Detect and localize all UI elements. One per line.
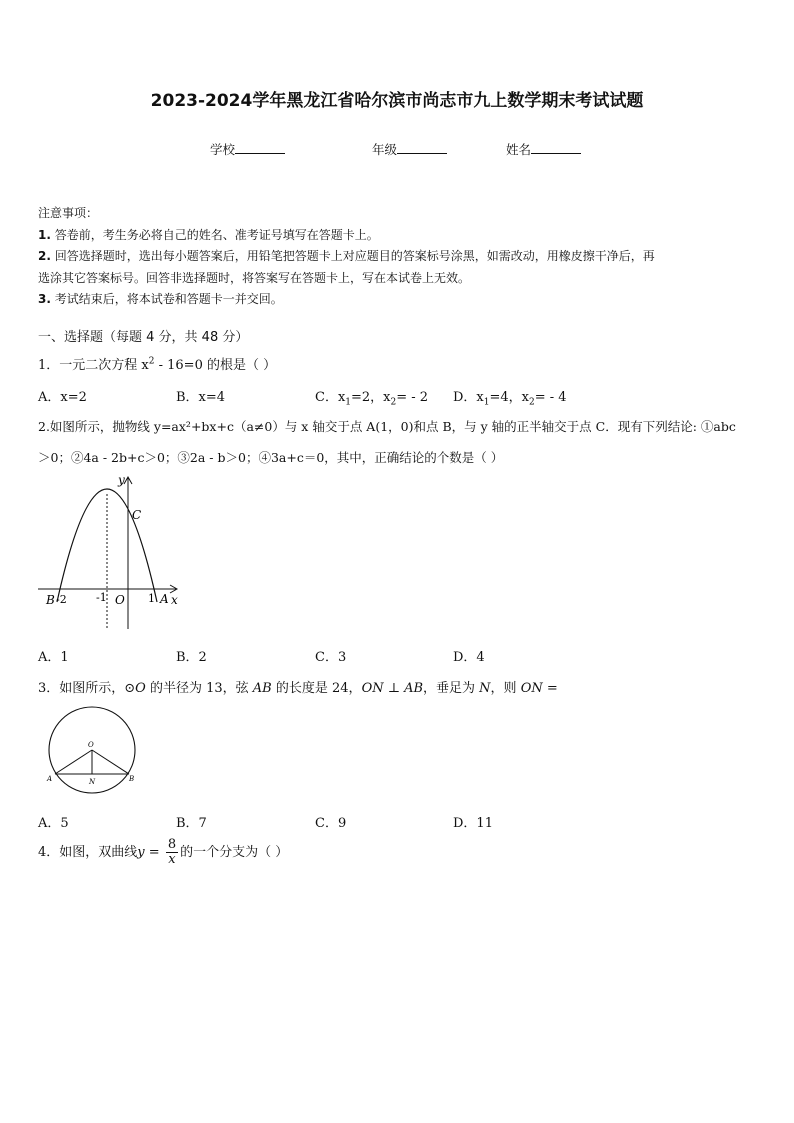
label-n: N (89, 778, 96, 786)
name-blank (531, 141, 581, 154)
exam-title: 2023-2024学年黑龙江省哈尔滨市尚志市九上数学期末考试试题 (150, 91, 644, 111)
q1-option-c[interactable]: C．$x_1=2$，$x_2= - 2$ (315, 390, 429, 408)
label-y: y (118, 473, 125, 487)
circle-figure (40, 704, 150, 800)
label-1: 1 (148, 592, 155, 605)
label-o: O (88, 741, 94, 749)
q2-option-a[interactable]: A．1 (38, 650, 69, 665)
student-info-row (0, 140, 794, 160)
question-4: 4．如图，双曲线y = $\frac{8}{x}$ 的一个分支为（ ） (38, 837, 289, 867)
notes-block (38, 203, 758, 311)
notes-heading: 注意事项： (38, 206, 99, 220)
grade-field: 年级 (372, 140, 447, 158)
section-heading: 一、选择题（每题 4 分，共 48 分） (38, 330, 249, 345)
note-item: 2. 回答选择题时，选出每小题答案后，用铅笔把答题卡上对应题目的答案标号涂黑，如需改动，用橡皮擦干净后，再 (38, 249, 655, 263)
note-item: 3. 考试结束后，将本试卷和答题卡一并交回。 (38, 292, 283, 306)
q2-option-c[interactable]: C．3 (315, 650, 347, 665)
question-2-line-1: 2.如图所示，抛物线 y=ax²+bx+c（a≠0）与 x 轴交于点 A(1，0)和点 B，与 y 轴的正半轴交于点 C．现有下列结论: ①abc (38, 419, 736, 434)
note-item: 1. 答卷前，考生务必将自己的姓名、准考证号填写在答题卡上。 (38, 227, 379, 242)
label-x: x (171, 593, 178, 607)
label-b: B (46, 593, 55, 607)
parabola-curve (57, 489, 157, 602)
q1-option-d[interactable]: D．$x_1=4$，$x_2= - 4$ (453, 390, 567, 408)
label-a: A (47, 775, 53, 783)
grade-blank (397, 141, 447, 154)
question-1: 1．一元二次方程 $x^2 - 16=0$ 的根是（ ） (38, 356, 277, 373)
name-field: 姓名 (506, 140, 581, 158)
q3-option-b[interactable]: B．7 (176, 816, 207, 831)
q1-option-a[interactable]: A．x=2 (38, 390, 87, 405)
q3-option-d[interactable]: D．11 (453, 816, 493, 831)
question-2-line-2: ＞0；②4a - 2b+c＞0；③2a - b＞0；④3a+c＝0，其中，正确结论的个数是（ ） (38, 450, 504, 465)
segment-ob (92, 750, 129, 774)
q1-option-b[interactable]: B．x=4 (176, 390, 226, 405)
fraction-8-over-x: $\frac{8}{x}$ (167, 837, 177, 867)
q3-option-a[interactable]: A．5 (38, 816, 69, 831)
label-a: A (160, 592, 169, 606)
label-b: B (129, 775, 135, 783)
note-item: 选涂其它答案标号。回答非选择题时，将答案写在答题卡上，写在本试卷上无效。 (38, 270, 471, 285)
label-minus-2: -2 (56, 593, 67, 606)
segment-oa (55, 750, 92, 774)
q3-option-c[interactable]: C．9 (315, 816, 347, 831)
school-field: 学校 (210, 140, 285, 158)
question-3: 3．如图所示，⊙O 的半径为 13，弦 AB 的长度是 24，ON ⊥ AB，垂足为 N，则 ON = (38, 681, 558, 696)
label-origin: O (115, 593, 125, 607)
parabola-figure (36, 472, 186, 632)
label-c: C (132, 508, 142, 522)
label-minus-1: -1 (96, 591, 107, 604)
q2-option-b[interactable]: B．2 (176, 650, 207, 665)
q2-option-d[interactable]: D．4 (453, 650, 485, 665)
school-blank (235, 141, 285, 154)
